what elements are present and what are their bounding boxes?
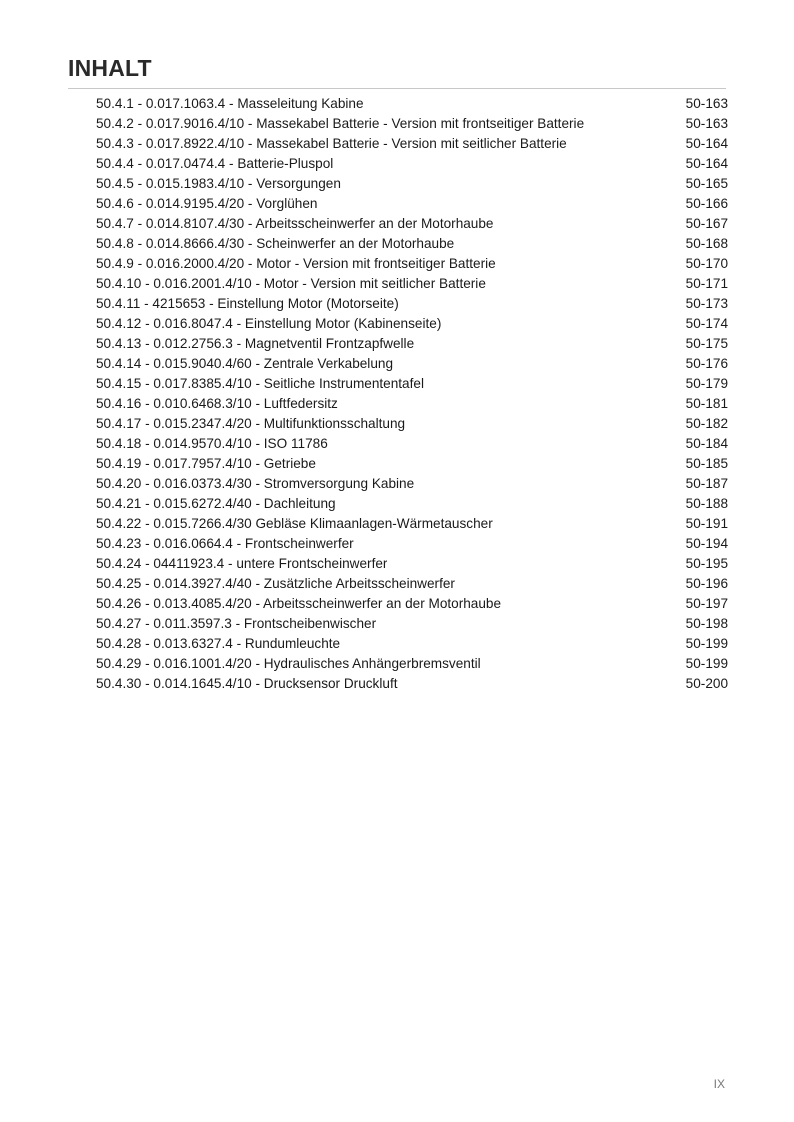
toc-entry-page-ref: 50-170 (685, 256, 728, 271)
toc-entry[interactable] (96, 434, 728, 454)
toc-entry-page-ref: 50-173 (685, 296, 728, 311)
toc-entry[interactable] (96, 474, 728, 494)
toc-entry-page-ref: 50-185 (685, 456, 728, 471)
toc-entry-title: 50.4.13 - 0.012.2756.3 - Magnetventil Frontzapfwelle (96, 336, 415, 351)
toc-entry-page-ref: 50-175 (685, 336, 728, 351)
toc-entry-title: 50.4.23 - 0.016.0664.4 - Frontscheinwerfer (96, 536, 354, 551)
toc-entry-title: 50.4.20 - 0.016.0373.4/30 - Stromversorgung Kabine (96, 476, 415, 491)
toc-entry-title: 50.4.25 - 0.014.3927.4/40 - Zusätzliche Arbeitsscheinwerfer (96, 576, 455, 591)
toc-entry[interactable] (96, 194, 728, 214)
toc-entry-page-ref: 50-164 (685, 156, 728, 171)
toc-entry[interactable] (96, 274, 728, 294)
toc-entry[interactable] (96, 214, 728, 234)
toc-entry[interactable] (96, 574, 728, 594)
toc-entry-title: 50.4.24 - 04411923.4 - untere Frontscheinwerfer (96, 556, 388, 571)
toc-entry-page-ref: 50-179 (685, 376, 728, 391)
toc-entry-title: 50.4.26 - 0.013.4085.4/20 - Arbeitsscheinwerfer an der Motorhaube (96, 596, 502, 611)
toc-entry[interactable] (96, 314, 728, 334)
toc-entry-page-ref: 50-194 (685, 536, 728, 551)
toc-entry-page-ref: 50-163 (685, 116, 728, 131)
toc-entry-title: 50.4.7 - 0.014.8107.4/30 - Arbeitsscheinwerfer an der Motorhaube (96, 216, 494, 231)
toc-entry-page-ref: 50-199 (685, 656, 728, 671)
toc-entry-title: 50.4.30 - 0.014.1645.4/10 - Drucksensor Druckluft (96, 676, 398, 691)
toc-entry[interactable] (96, 134, 728, 154)
toc-entry[interactable] (96, 614, 728, 634)
toc-entry-title: 50.4.8 - 0.014.8666.4/30 - Scheinwerfer an der Motorhaube (96, 236, 455, 251)
toc-entry-page-ref: 50-182 (685, 416, 728, 431)
toc-entry-title: 50.4.22 - 0.015.7266.4/30 Gebläse Klimaanlagen-Wärmetauscher (96, 516, 493, 531)
toc-entry-title: 50.4.15 - 0.017.8385.4/10 - Seitliche Instrumententafel (96, 376, 424, 391)
title-divider (68, 88, 726, 89)
toc-entry[interactable] (96, 234, 728, 254)
toc-entry-title: 50.4.9 - 0.016.2000.4/20 - Motor - Version mit frontseitiger Batterie (96, 256, 496, 271)
toc-entry-title: 50.4.19 - 0.017.7957.4/10 - Getriebe (96, 456, 316, 471)
page-number: IX (713, 1077, 725, 1091)
toc-entry[interactable] (96, 634, 728, 654)
toc-entry[interactable] (96, 174, 728, 194)
toc-entry-title: 50.4.18 - 0.014.9570.4/10 - ISO 11786 (96, 436, 328, 451)
toc-entry[interactable] (96, 534, 728, 554)
toc-entry[interactable] (96, 394, 728, 414)
toc-entry-title: 50.4.2 - 0.017.9016.4/10 - Massekabel Batterie - Version mit frontseitiger Batterie (96, 116, 585, 131)
toc-entry-page-ref: 50-188 (685, 496, 728, 511)
toc-entry-title: 50.4.6 - 0.014.9195.4/20 - Vorglühen (96, 196, 318, 211)
toc-entry[interactable] (96, 94, 728, 114)
toc-entry-title: 50.4.17 - 0.015.2347.4/20 - Multifunktionsschaltung (96, 416, 406, 431)
toc-entry-title: 50.4.3 - 0.017.8922.4/10 - Massekabel Batterie - Version mit seitlicher Batterie (96, 136, 567, 151)
page-title: INHALT (68, 55, 152, 81)
toc-entry[interactable] (96, 554, 728, 574)
toc-entry-page-ref: 50-163 (685, 96, 728, 111)
toc-entry-page-ref: 50-174 (685, 316, 728, 331)
toc-entry[interactable] (96, 154, 728, 174)
toc-entry[interactable] (96, 414, 728, 434)
toc-entry-title: 50.4.16 - 0.010.6468.3/10 - Luftfedersitz (96, 396, 338, 411)
toc-entry-page-ref: 50-197 (685, 596, 728, 611)
toc-entry-title: 50.4.21 - 0.015.6272.4/40 - Dachleitung (96, 496, 336, 511)
toc-entry[interactable] (96, 334, 728, 354)
toc-entry-title: 50.4.27 - 0.011.3597.3 - Frontscheibenwischer (96, 616, 377, 631)
toc-entry-title: 50.4.4 - 0.017.0474.4 - Batterie-Pluspol (96, 156, 334, 171)
toc-entry[interactable] (96, 374, 728, 394)
toc-entry-page-ref: 50-167 (685, 216, 728, 231)
toc-entry-title: 50.4.12 - 0.016.8047.4 - Einstellung Motor (Kabinenseite) (96, 316, 442, 331)
toc-entry-title: 50.4.1 - 0.017.1063.4 - Masseleitung Kabine (96, 96, 364, 111)
toc-entry[interactable] (96, 674, 728, 694)
toc-entry-page-ref: 50-200 (685, 676, 728, 691)
toc-entry[interactable] (96, 294, 728, 314)
toc-entry-page-ref: 50-191 (685, 516, 728, 531)
toc-entry[interactable] (96, 514, 728, 534)
toc-entry-page-ref: 50-165 (685, 176, 728, 191)
toc-entry-page-ref: 50-199 (685, 636, 728, 651)
toc-entry-page-ref: 50-187 (685, 476, 728, 491)
toc-entry-page-ref: 50-168 (685, 236, 728, 251)
toc-entry-page-ref: 50-195 (685, 556, 728, 571)
toc-entry-title: 50.4.29 - 0.016.1001.4/20 - Hydraulisches Anhängerbremsventil (96, 656, 481, 671)
toc-entry[interactable] (96, 454, 728, 474)
toc-entry[interactable] (96, 594, 728, 614)
toc-entry-page-ref: 50-166 (685, 196, 728, 211)
toc-entry[interactable] (96, 254, 728, 274)
toc-entry[interactable] (96, 494, 728, 514)
toc-entry-title: 50.4.28 - 0.013.6327.4 - Rundumleuchte (96, 636, 341, 651)
toc-entry-page-ref: 50-184 (685, 436, 728, 451)
toc-entry-page-ref: 50-181 (685, 396, 728, 411)
toc-entry-page-ref: 50-196 (685, 576, 728, 591)
toc-entry[interactable] (96, 354, 728, 374)
toc-entry-title: 50.4.5 - 0.015.1983.4/10 - Versorgungen (96, 176, 341, 191)
table-of-contents (96, 94, 728, 694)
toc-entry[interactable] (96, 654, 728, 674)
toc-entry[interactable] (96, 114, 728, 134)
toc-entry-page-ref: 50-171 (685, 276, 728, 291)
toc-entry-page-ref: 50-164 (685, 136, 728, 151)
toc-entry-title: 50.4.10 - 0.016.2001.4/10 - Motor - Version mit seitlicher Batterie (96, 276, 486, 291)
toc-entry-title: 50.4.14 - 0.015.9040.4/60 - Zentrale Verkabelung (96, 356, 394, 371)
toc-entry-title: 50.4.11 - 4215653 - Einstellung Motor (Motorseite) (96, 296, 399, 311)
toc-entry-page-ref: 50-198 (685, 616, 728, 631)
toc-entry-page-ref: 50-176 (685, 356, 728, 371)
